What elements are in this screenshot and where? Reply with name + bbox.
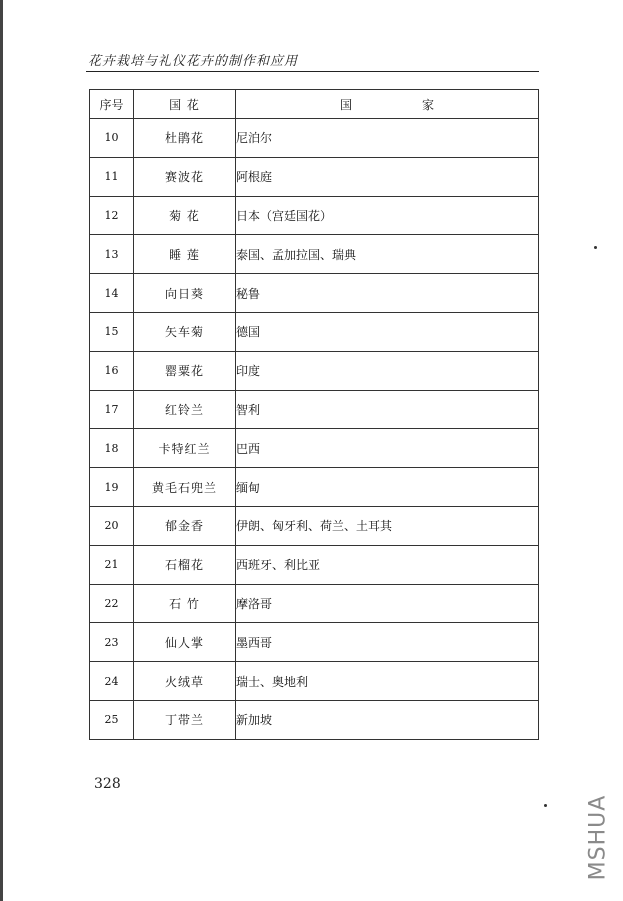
row-country: 缅甸 bbox=[236, 468, 539, 507]
row-flower: 仙人掌 bbox=[134, 623, 236, 662]
row-flower: 石 竹 bbox=[134, 584, 236, 623]
watermark bbox=[583, 788, 613, 886]
row-flower: 火绒草 bbox=[134, 662, 236, 701]
row-country: 摩洛哥 bbox=[236, 584, 539, 623]
row-index: 16 bbox=[90, 351, 134, 390]
table-row bbox=[90, 157, 539, 196]
row-flower: 菊 花 bbox=[134, 196, 236, 235]
table-row bbox=[90, 390, 539, 429]
row-country: 德国 bbox=[236, 312, 539, 351]
row-flower: 红铃兰 bbox=[134, 390, 236, 429]
header-flower: 国 花 bbox=[134, 90, 236, 119]
row-flower: 卡特红兰 bbox=[134, 429, 236, 468]
row-index: 21 bbox=[90, 545, 134, 584]
row-flower: 赛波花 bbox=[134, 157, 236, 196]
header-country-char-2: 家 bbox=[422, 97, 435, 112]
row-index: 12 bbox=[90, 196, 134, 235]
table-row bbox=[90, 312, 539, 351]
table-row bbox=[90, 351, 539, 390]
row-index: 13 bbox=[90, 235, 134, 274]
national-flowers-table bbox=[89, 89, 539, 740]
row-country: 尼泊尔 bbox=[236, 119, 539, 158]
row-index: 15 bbox=[90, 312, 134, 351]
row-flower: 石榴花 bbox=[134, 545, 236, 584]
scan-speck bbox=[544, 804, 547, 807]
row-country: 泰国、孟加拉国、瑞典 bbox=[236, 235, 539, 274]
header-country-char-1: 国 bbox=[339, 97, 352, 112]
row-index: 17 bbox=[90, 390, 134, 429]
table-row bbox=[90, 119, 539, 158]
header-rule bbox=[86, 71, 539, 72]
row-country: 秘鲁 bbox=[236, 274, 539, 313]
table-row bbox=[90, 700, 539, 739]
row-index: 23 bbox=[90, 623, 134, 662]
row-flower: 黄毛石兜兰 bbox=[134, 468, 236, 507]
row-flower: 罂粟花 bbox=[134, 351, 236, 390]
row-flower: 杜鹃花 bbox=[134, 119, 236, 158]
row-index: 14 bbox=[90, 274, 134, 313]
row-country: 墨西哥 bbox=[236, 623, 539, 662]
row-index: 25 bbox=[90, 700, 134, 739]
running-header-title: 花卉栽培与礼仪花卉的制作和应用 bbox=[88, 54, 299, 69]
row-flower: 郁金香 bbox=[134, 506, 236, 545]
row-country: 新加坡 bbox=[236, 700, 539, 739]
row-country: 巴西 bbox=[236, 429, 539, 468]
row-country: 西班牙、利比亚 bbox=[236, 545, 539, 584]
row-index: 10 bbox=[90, 119, 134, 158]
row-index: 20 bbox=[90, 506, 134, 545]
scan-speck bbox=[594, 246, 597, 249]
table-row bbox=[90, 662, 539, 701]
row-index: 22 bbox=[90, 584, 134, 623]
row-index: 11 bbox=[90, 157, 134, 196]
row-flower: 向日葵 bbox=[134, 274, 236, 313]
table-row bbox=[90, 196, 539, 235]
row-index: 19 bbox=[90, 468, 134, 507]
table-row bbox=[90, 274, 539, 313]
row-country: 印度 bbox=[236, 351, 539, 390]
page-left-edge bbox=[0, 0, 3, 901]
row-flower: 丁带兰 bbox=[134, 700, 236, 739]
row-flower: 矢车菊 bbox=[134, 312, 236, 351]
row-country: 伊朗、匈牙利、荷兰、土耳其 bbox=[236, 506, 539, 545]
table-row bbox=[90, 235, 539, 274]
header-country bbox=[236, 90, 539, 119]
row-index: 24 bbox=[90, 662, 134, 701]
table-row bbox=[90, 584, 539, 623]
watermark-text: MSHUA bbox=[585, 794, 611, 880]
header-index: 序号 bbox=[90, 90, 134, 119]
page-number: 328 bbox=[94, 776, 121, 792]
row-country: 瑞士、奥地利 bbox=[236, 662, 539, 701]
table-row bbox=[90, 623, 539, 662]
table-row bbox=[90, 545, 539, 584]
row-country: 智利 bbox=[236, 390, 539, 429]
row-flower: 睡 莲 bbox=[134, 235, 236, 274]
table-header-row bbox=[90, 90, 539, 119]
row-country: 日本（宫廷国花） bbox=[236, 196, 539, 235]
table-row bbox=[90, 468, 539, 507]
row-index: 18 bbox=[90, 429, 134, 468]
table-row bbox=[90, 506, 539, 545]
table-row bbox=[90, 429, 539, 468]
row-country: 阿根庭 bbox=[236, 157, 539, 196]
